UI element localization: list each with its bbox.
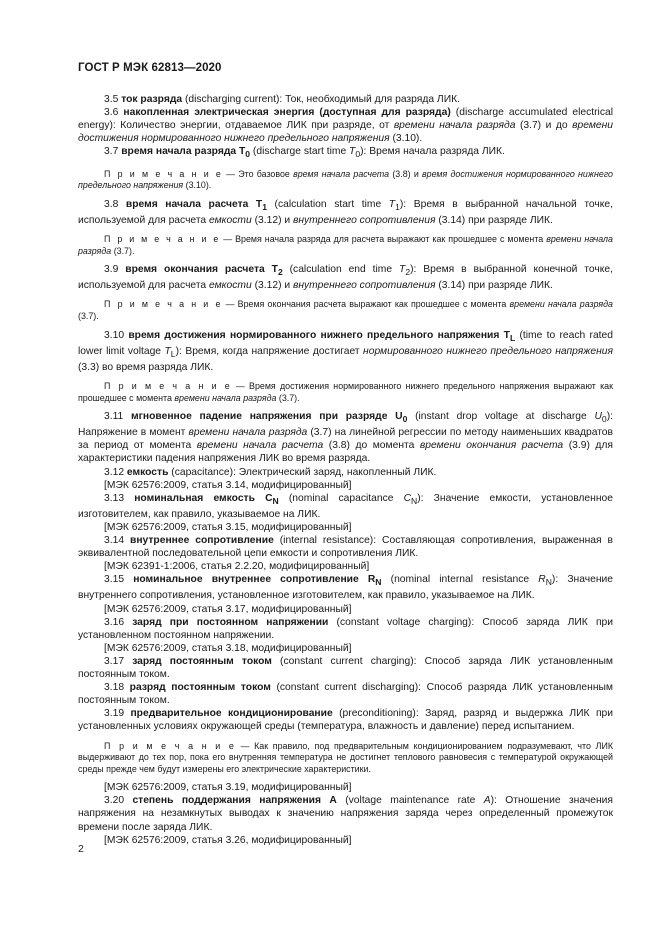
reference-3-15: [МЭК 62576:2009, статья 3.17, модифицированный] <box>104 603 352 615</box>
page-number: 2 <box>78 843 84 855</box>
reference-3-13: [МЭК 62576:2009, статья 3.15, модифицированный] <box>104 521 352 533</box>
reference-3-19: [МЭК 62576:2009, статья 3.19, модифицированный] <box>104 782 352 794</box>
reference-3-14: [МЭК 62391-1:2006, статья 2.2.20, модифицированный] <box>104 561 370 573</box>
note-3-8: П р и м е ч а н и е — Время начала разряда для расчета выражают как прошедшее с момента времени начала разряда (3.7). <box>78 233 613 256</box>
term-3-16: 3.16 заряд при постоянном напряжении (constant voltage charging): Способ заряда ЛИК при установленном постоянном напряжении. <box>78 616 613 641</box>
term-3-6: 3.6 накопленная электрическая энергия (доступная для разряда) (discharge accumulated electrical energy): Количество энергии, отдаваемое ЛИК при разряде, от времени начала разряда (3.7) и до времени достижения нормированного нижнего предельного напряжения (3.10). <box>78 107 614 145</box>
term-3-8: 3.8 время начала расчета $T_1$ (calculation start time $T_1$): Время в выбранной начальной точке, используемой для расчета емкости (3.12) и внутреннего сопротивления (3.14) при разряде ЛИК. <box>78 198 613 226</box>
term-3-5: 3.5 ток разряда (discharging current): Ток, необходимый для разряда ЛИК. <box>104 94 460 105</box>
term-3-10: 3.10 время достижения нормированного нижнего предельного напряжения $T_L$ (time to reach rated lower limit voltage $T_L$): Время, когда напряжение достигает нормированного нижнего предельного напряжения (3.3) во время разряда ЛИК. <box>78 329 613 373</box>
term-3-9: 3.9 время окончания расчета $T_2$ (calculation end time $T_2$): Время в выбранной конечной точке, используемой для расчета емкости (3.12) и внутреннего сопротивления (3.14) при разряде ЛИК. <box>78 264 613 292</box>
term-3-17: 3.17 заряд постоянным током (constant current charging): Способ заряда ЛИК установленным постоянным током. <box>78 655 613 681</box>
document-body <box>78 93 613 847</box>
term-3-11: 3.11 мгновенное падение напряжения при разряде $U_0$ (instant drop voltage at discharge $U_0$): Напряжение в момент времени начала разряда (3.7) на линейной регрессии по методу наименьших квадратов за период от момента времени начала расчета (3.8) до момента времени окончания расчета (3.9) для характеристики падения напряжения ЛИК во время разряда. <box>78 411 613 465</box>
note-3-9: П р и м е ч а н и е — Время окончания расчета выражают как прошедшее с момента времени начала разряда (3.7). <box>78 299 613 321</box>
document-header: ГОСТ Р МЭК 62813—2020 <box>78 62 222 74</box>
term-3-13: 3.13 номинальная емкость $C_N$ (nominal capacitance $C_N$): Значение емкости, установленное изготовителем, как правило, указываемое на ЛИК. <box>78 492 613 520</box>
term-3-14: 3.14 внутреннее сопротивление (internal resistance): Составляющая сопротивления, выраженная в эквивалентной последовательной цепи емкости и сопротивления ЛИК. <box>78 535 613 560</box>
reference-3-12: [МЭК 62576:2009, статья 3.14, модифицированный] <box>104 479 352 491</box>
term-3-19: 3.19 предварительное кондиционирование (preconditioning): Заряд, разряд и выдержка ЛИК при установленных условиях окружающей среды (температура, влажность и давление) перед испытанием. <box>78 708 613 733</box>
note-3-7: П р и м е ч а н и е — Это базовое время начала расчета (3.8) и время достижения нормированного нижнего предельного напряжения (3.10). <box>78 168 613 191</box>
term-3-7: 3.7 время начала разряда $T_0$ (discharge start time $T_0$): Время начала разряда ЛИК. <box>104 146 505 160</box>
note-3-19: П р и м е ч а н и е — Как правило, под предварительным кондиционированием подразумевают, что ЛИК выдерживают до тех пор, пока его внутренняя температура не достигнет теплового равновесия с температурой окружающей среды прежде чем будут измерены его электрические характеристики. <box>78 740 613 774</box>
note-3-10: П р и м е ч а н и е — Время достижения нормированного нижнего предельного напряжения выражают как прошедшее с момента времени начала разряда (3.7). <box>78 380 613 403</box>
term-3-18: 3.18 разряд постоянным током (constant current discharging): Способ разряда ЛИК установленным постоянным током. <box>78 682 613 707</box>
term-3-20: 3.20 степень поддержания напряжения A (voltage maintenance rate A): Отношение значения напряжения на незамкнутых выводах к значению напряжения заряда через определенный промежуток времени после заряда ЛИК. <box>78 795 613 833</box>
reference-3-20: [МЭК 62576:2009, статья 3.26, модифицированный] <box>104 834 352 846</box>
term-3-12: 3.12 емкость (capacitance): Электрический заряд, накопленный ЛИК. <box>104 466 437 478</box>
reference-3-16: [МЭК 62576:2009, статья 3.18, модифицированный] <box>104 642 352 654</box>
term-3-15: 3.15 номинальное внутреннее сопротивление $R_N$ (nominal internal resistance $R_N$): Значение внутреннего сопротивления, установленное изготовителем, как правило, указываемое на ЛИК. <box>78 574 613 602</box>
